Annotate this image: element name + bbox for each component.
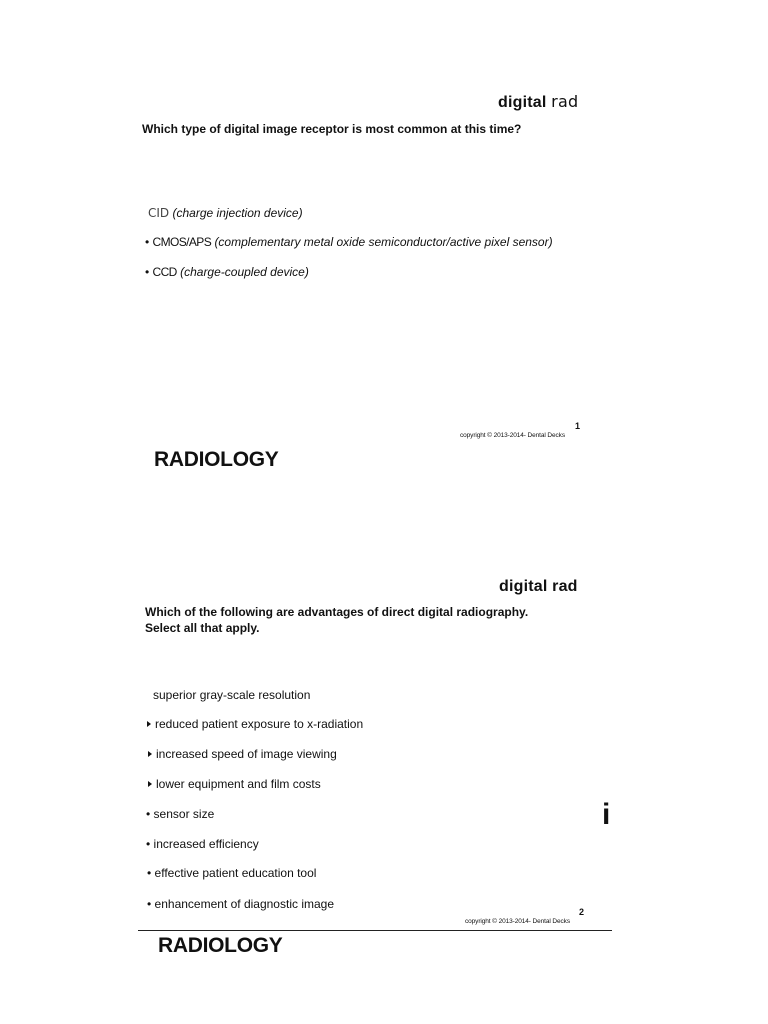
option-desc: (charge injection device) [172, 206, 303, 220]
option-text: lower equipment and film costs [156, 777, 321, 791]
card2-divider-line [138, 930, 612, 931]
card1-option-cmos [145, 235, 553, 249]
option-code: CCD [152, 265, 177, 279]
card2-question-line2: Select all that apply. [145, 621, 260, 635]
card2-option [148, 777, 321, 791]
card2-option [146, 807, 214, 821]
card2-option [147, 866, 316, 880]
card2-topic-heading: digital rad [499, 578, 578, 595]
card2-option [146, 837, 259, 851]
option-desc: (complementary metal oxide semiconductor/active pixel sensor) [214, 235, 553, 249]
bullet-dot: • [145, 235, 150, 249]
card1-question: Which type of digital image receptor is most common at this time? [142, 122, 522, 136]
option-text: reduced patient exposure to x-radiation [155, 717, 364, 731]
bullet-dot: • [147, 897, 152, 911]
option-code: CID [148, 206, 170, 220]
option-text: effective patient education tool [154, 866, 317, 880]
card2-option [147, 897, 334, 911]
option-desc: (charge-coupled device) [180, 265, 309, 279]
option-text: superior gray-scale resolution [153, 688, 311, 702]
option-text: sensor size [153, 807, 215, 821]
card1-option-cid [148, 206, 303, 220]
bullet-dot: • [147, 866, 152, 880]
triangle-bullet-icon [148, 751, 152, 757]
card1-topic-main: digital [498, 94, 547, 111]
card2-option [147, 717, 363, 731]
bullet-dot: • [146, 837, 151, 851]
option-text: increased speed of image viewing [156, 747, 337, 761]
card2-question-line1: Which of the following are advantages of direct digital radiography. [145, 605, 529, 619]
card1-section-label: RADIOLOGY [154, 448, 279, 471]
option-code: CMOS/APS [152, 235, 212, 249]
triangle-bullet-icon [147, 721, 151, 727]
card2-question [145, 604, 528, 636]
card1-option-ccd [145, 265, 309, 279]
card2-section-label: RADIOLOGY [158, 934, 283, 957]
triangle-bullet-icon [148, 781, 152, 787]
option-text: enhancement of diagnostic image [154, 897, 334, 911]
card2-page-number: 2 [579, 907, 585, 917]
card1-topic-sub: rad [551, 92, 579, 111]
card1-copyright: copyright © 2013-2014- Dental Decks [460, 432, 565, 439]
card2-option [148, 747, 337, 761]
card1-page-number: 1 [575, 421, 581, 431]
card1-topic-heading [498, 92, 578, 112]
card2-copyright: copyright © 2013-2014- Dental Decks [465, 918, 570, 925]
card2-option [153, 688, 310, 702]
card2-margin-mark: i [602, 798, 611, 831]
option-text: increased efficiency [153, 837, 259, 851]
bullet-dot: • [146, 807, 151, 821]
bullet-dot: • [145, 265, 150, 279]
